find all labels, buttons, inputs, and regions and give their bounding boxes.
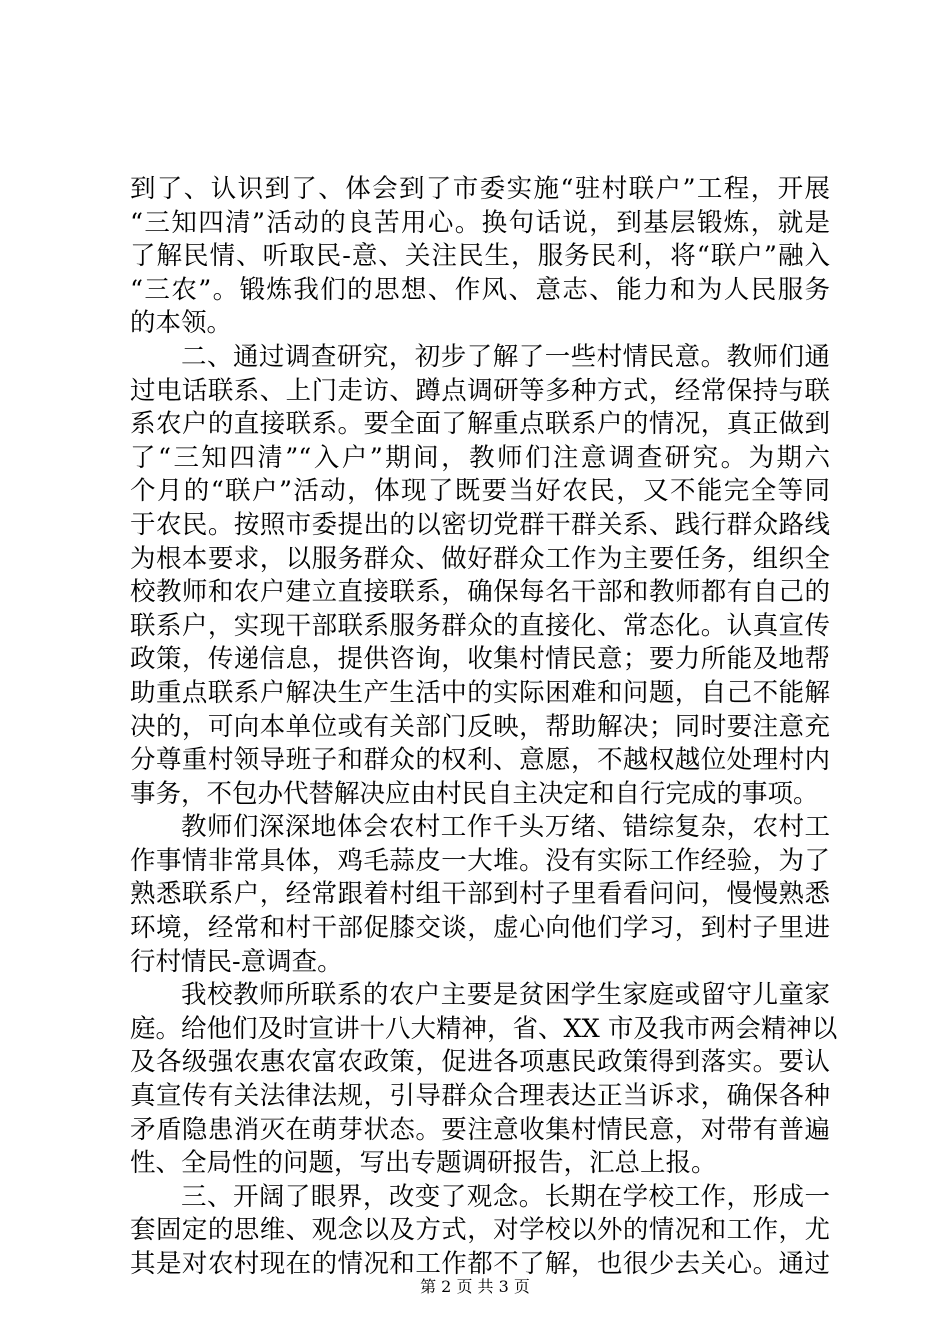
text-line: 矛盾隐患消灭在萌芽状态。要注意收集村情民意，对带有普遍 [130,1114,830,1145]
text-line: 助重点联系户解决生产生活中的实际困难和问题，自己不能解 [130,677,830,708]
text-line: 教师们深深地体会农村工作千头万绪、错综复杂，农村工 [181,812,830,843]
text-line: 熟悉联系户，经常跟着村组干部到村子里看看问问，慢慢熟悉 [130,879,830,910]
text-line: 了解民情、听取民-意、关注民生，服务民利，将“联户”融入 [130,241,830,272]
document-body [130,173,838,1282]
text-line: 了“三知四清”“入户”期间，教师们注意调查研究。为期六 [130,442,830,473]
text-line: 环境，经常和村干部促膝交谈，虚心向他们学习，到村子里进 [130,913,830,944]
text-line: 过电话联系、上门走访、蹲点调研等多种方式，经常保持与联 [130,375,830,406]
text-line: “三知四清”活动的良苦用心。换句话说，到基层锻炼，就是 [130,207,830,238]
text-line: 个月的“联户”活动，体现了既要当好农民，又不能完全等同 [130,476,830,507]
text-line: 事务，不包办代替解决应由村民自主决定和自行完成的事项。 [130,778,819,809]
text-line: 联系户，实现干部联系服务群众的直接化、常态化。认真宣传 [130,610,830,641]
text-line: 我校教师所联系的农户主要是贫困学生家庭或留守儿童家 [181,980,830,1011]
text-line: 套固定的思维、观念以及方式，对学校以外的情况和工作，尤 [130,1215,830,1246]
text-line: 校教师和农户建立直接联系，确保每名干部和教师都有自己的 [130,577,830,608]
text-line: 到了、认识到了、体会到了市委实施“驻村联户”工程，开展 [130,174,830,204]
text-line: 及各级强农惠农富农政策，促进各项惠民政策得到落实。要认 [130,1047,830,1078]
text-line: 二、通过调查研究，初步了解了一些村情民意。教师们通 [181,341,830,372]
text-line: 庭。给他们及时宣讲十八大精神，省、XX 市及我市两会精神以 [130,1013,838,1044]
text-line: 政策，传递信息，提供咨询，收集村情民意；要力所能及地帮 [130,644,830,675]
text-line: 性、全局性的问题，写出专题调研报告，汇总上报。 [130,1148,717,1179]
text-line: 于农民。按照市委提出的以密切党群干群关系、践行群众路线 [130,509,830,540]
page-footer: 第 2 页 共 3 页 [420,1277,530,1296]
text-line: 为根本要求，以服务群众、做好群众工作为主要任务，组织全 [130,543,830,574]
text-line: 分尊重村领导班子和群众的权利、意愿，不越权越位处理村内 [130,745,830,776]
text-line: 三、开阔了眼界，改变了观念。长期在学校工作，形成一 [181,1181,830,1212]
text-line: 作事情非常具体，鸡毛蒜皮一大堆。没有实际工作经验，为了 [130,845,830,876]
text-line: 真宣传有关法律法规，引导群众合理表达正当诉求，确保各种 [130,1081,830,1112]
text-line: 决的，可向本单位或有关部门反映，帮助解决；同时要注意充 [130,711,830,742]
text-line: “三农”。锻炼我们的思想、作风、意志、能力和为人民服务 [130,274,830,305]
text-line: 的本领。 [130,308,233,339]
text-line: 其是对农村现在的情况和工作都不了解，也很少去关心。通过 [130,1249,830,1279]
text-line: 行村情民-意调查。 [130,946,343,977]
text-line: 系农户的直接联系。要全面了解重点联系户的情况，真正做到 [130,409,830,440]
